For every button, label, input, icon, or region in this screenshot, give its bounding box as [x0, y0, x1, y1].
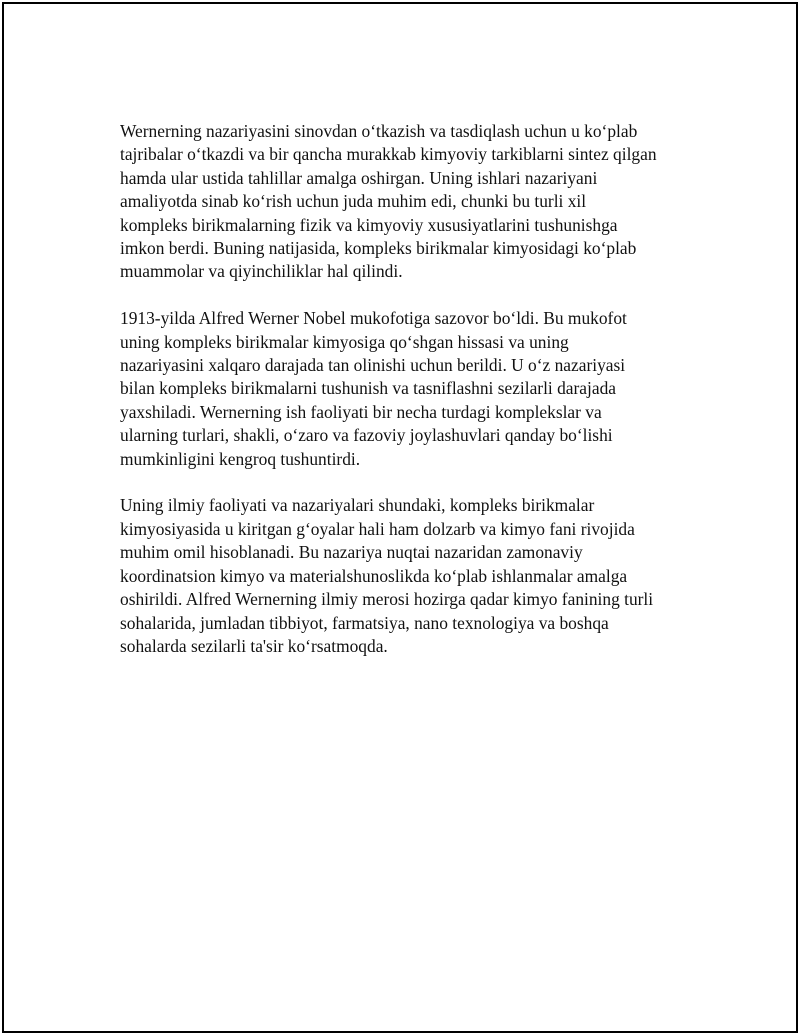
text-line: oshirildi. Alfred Wernerning ilmiy merosi hozirga qadar kimyo fanining turli — [120, 589, 654, 610]
text-line: mumkinligini kengroq tushuntirdi. — [120, 448, 361, 469]
text-line: Wernerning nazariyasini sinovdan o‘tkazish va tasdiqlash uchun u ko‘plab — [120, 121, 638, 141]
text-line: kimyosiyasida u kiritgan g‘oyalar hali ham dolzarb va kimyo fani rivojida — [120, 518, 635, 539]
text-line: sohalarida, jumladan tibbiyot, farmatsiya, nano texnologiya va boshqa — [120, 612, 609, 633]
text-line: hamda ular ustida tahlillar amalga oshirgan. Uning ishlari nazariyani — [120, 167, 598, 188]
text-line: muammolar va qiyinchiliklar hal qilindi. — [120, 261, 403, 282]
text-line: yaxshiladi. Wernerning ish faoliyati bir necha turdagi komplekslar va — [120, 401, 602, 422]
text-line: kompleks birikmalarning fizik va kimyoviy xususiyatlarini tushunishga — [120, 214, 618, 235]
text-line: sohalarda sezilarli ta'sir ko‘rsatmoqda. — [120, 635, 388, 656]
paragraph-2 — [120, 307, 700, 471]
text-line: muhim omil hisoblanadi. Bu nazariya nuqtai nazaridan zamonaviy — [120, 542, 583, 563]
text-line: tajribalar o‘tkazdi va bir qancha murakkab kimyoviy tarkiblarni sintez qilgan — [120, 144, 657, 165]
text-line: amaliyotda sinab ko‘rish uchun juda muhim edi, chunki bu turli xil — [120, 191, 587, 212]
text-line: koordinatsion kimyo va materialshunoslikda ko‘plab ishlanmalar amalga — [120, 565, 628, 586]
document-page — [2, 2, 798, 1033]
paragraph-1 — [120, 120, 700, 284]
text-line: nazariyasini xalqaro darajada tan olinishi uchun berildi. U o‘z nazariyasi — [120, 355, 626, 376]
text-line: Uning ilmiy faoliyati va nazariyalari shundaki, kompleks birikmalar — [120, 495, 595, 516]
text-line: ularning turlari, shakli, o‘zaro va fazoviy joylashuvlari qanday bo‘lishi — [120, 425, 613, 446]
document-body — [120, 120, 700, 682]
text-line: imkon berdi. Buning natijasida, kompleks birikmalar kimyosidagi ko‘plab — [120, 238, 637, 259]
text-line: uning kompleks birikmalar kimyosiga qo‘shgan hissasi va uning — [120, 331, 569, 352]
text-line: 1913-yilda Alfred Werner Nobel mukofotiga sazovor bo‘ldi. Bu mukofot — [120, 308, 627, 329]
text-line: bilan kompleks birikmalarni tushunish va tasniflashni sezilarli darajada — [120, 378, 616, 399]
paragraph-3 — [120, 494, 700, 658]
